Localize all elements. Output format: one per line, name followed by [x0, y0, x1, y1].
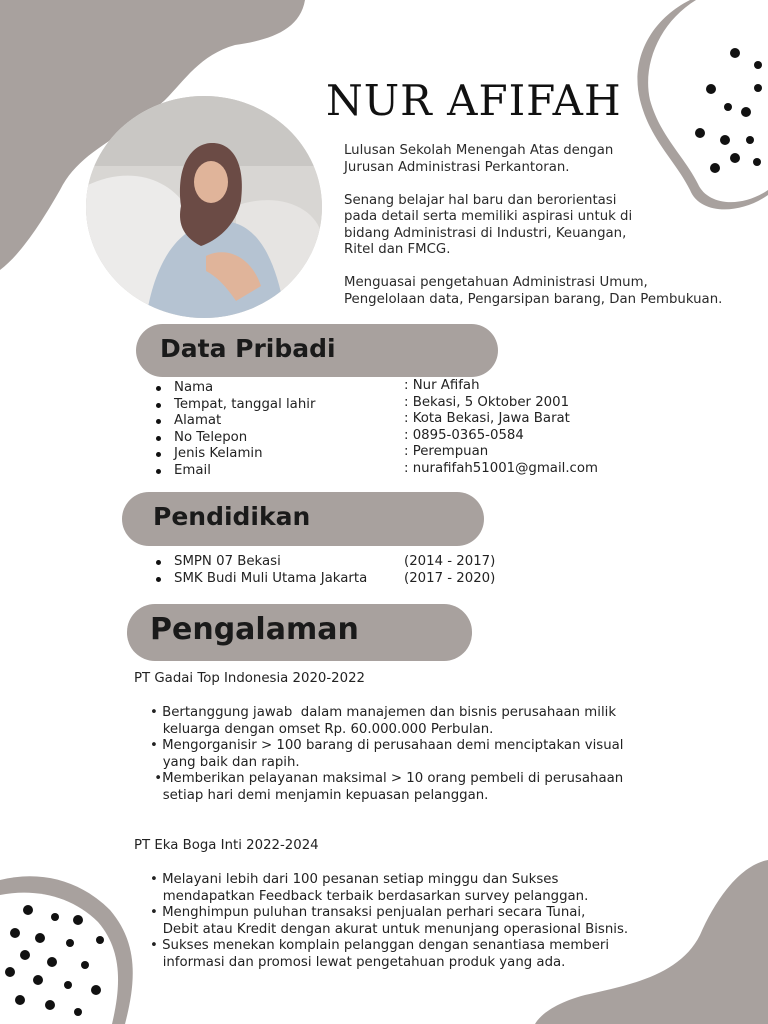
personal-label: No Telepon: [156, 430, 315, 447]
full-name: NUR AFIFAH: [326, 76, 622, 125]
job-duty: • Bertanggung jawab dalam manajemen dan bisnis perusahaan milik keluarga dengan omset Rp. 60.000.000 Perbulan.: [150, 705, 617, 737]
summary-paragraph: Senang belajar hal baru dan berorientasi pada detail serta memiliki aspirasi untuk di bidang Administrasi di Industri, Keuangan, Ritel dan FMCG.: [344, 192, 633, 257]
section-heading-education: Pendidikan: [122, 492, 484, 546]
job-duties: [150, 872, 690, 971]
job-company: PT Eka Boga Inti 2022-2024: [134, 838, 319, 853]
job-duty: • Melayani lebih dari 100 pesanan setiap minggu dan Sukses mendapatkan Feedback terbaik berdasarkan survey pelanggan.: [150, 872, 589, 904]
education-years: [404, 554, 495, 587]
section-heading-personal: Data Pribadi: [136, 324, 498, 377]
personal-label: Nama: [156, 380, 315, 397]
personal-label: Jenis Kelamin: [156, 446, 315, 463]
job-company: PT Gadai Top Indonesia 2020-2022: [134, 671, 366, 686]
personal-value: : Nur Afifah: [404, 378, 480, 393]
job-duty: • Mengorganisir > 100 barang di perusahaan demi menciptakan visual yang baik dan rapih.: [150, 738, 624, 770]
profile-photo: [86, 96, 322, 318]
personal-label: Alamat: [156, 413, 315, 430]
personal-value: : 0895-0365-0584: [404, 427, 524, 443]
education-school: SMK Budi Muli Utama Jakarta: [156, 571, 367, 588]
education-list: [156, 554, 367, 587]
personal-value: : Bekasi, 5 Oktober 2001: [404, 394, 570, 410]
job-duty: • Menghimpun puluhan transaksi penjualan perhari secara Tunai, Debit atau Kredit dengan akurat untuk menunjang operasional Bisnis.: [150, 905, 629, 937]
section-heading-experience: Pengalaman: [127, 604, 472, 661]
education-year: (2017 - 2020): [404, 570, 496, 586]
education-school: SMPN 07 Bekasi: [156, 554, 367, 571]
personal-labels-list: [156, 380, 315, 479]
job-duty: •Memberikan pelayanan maksimal > 10 orang pembeli di perusahaan setiap hari demi menjamin kepuasan pelanggan.: [154, 771, 624, 803]
summary-paragraph: Lulusan Sekolah Menengah Atas dengan Jurusan Administrasi Perkantoran.: [344, 143, 614, 175]
personal-values-list: [404, 378, 598, 477]
job-duty: • Sukses menekan komplain pelanggan dengan senantiasa memberi informasi dan promosi lewat pengetahuan produk yang ada.: [150, 938, 610, 970]
profile-summary: [344, 143, 764, 325]
personal-label: Email: [156, 463, 315, 480]
summary-paragraph: Menguasai pengetahuan Administrasi Umum, Pengelolaan data, Pengarsipan barang, Dan Pembukuan.: [344, 275, 723, 307]
education-year: (2014 - 2017): [404, 554, 496, 569]
job-duties: [150, 705, 690, 804]
personal-value: : Perempuan: [404, 444, 489, 459]
personal-value: : Kota Bekasi, Jawa Barat: [404, 411, 570, 426]
personal-label: Tempat, tanggal lahir: [156, 397, 315, 414]
personal-value-email: : nurafifah51001@gmail.com: [404, 460, 598, 476]
